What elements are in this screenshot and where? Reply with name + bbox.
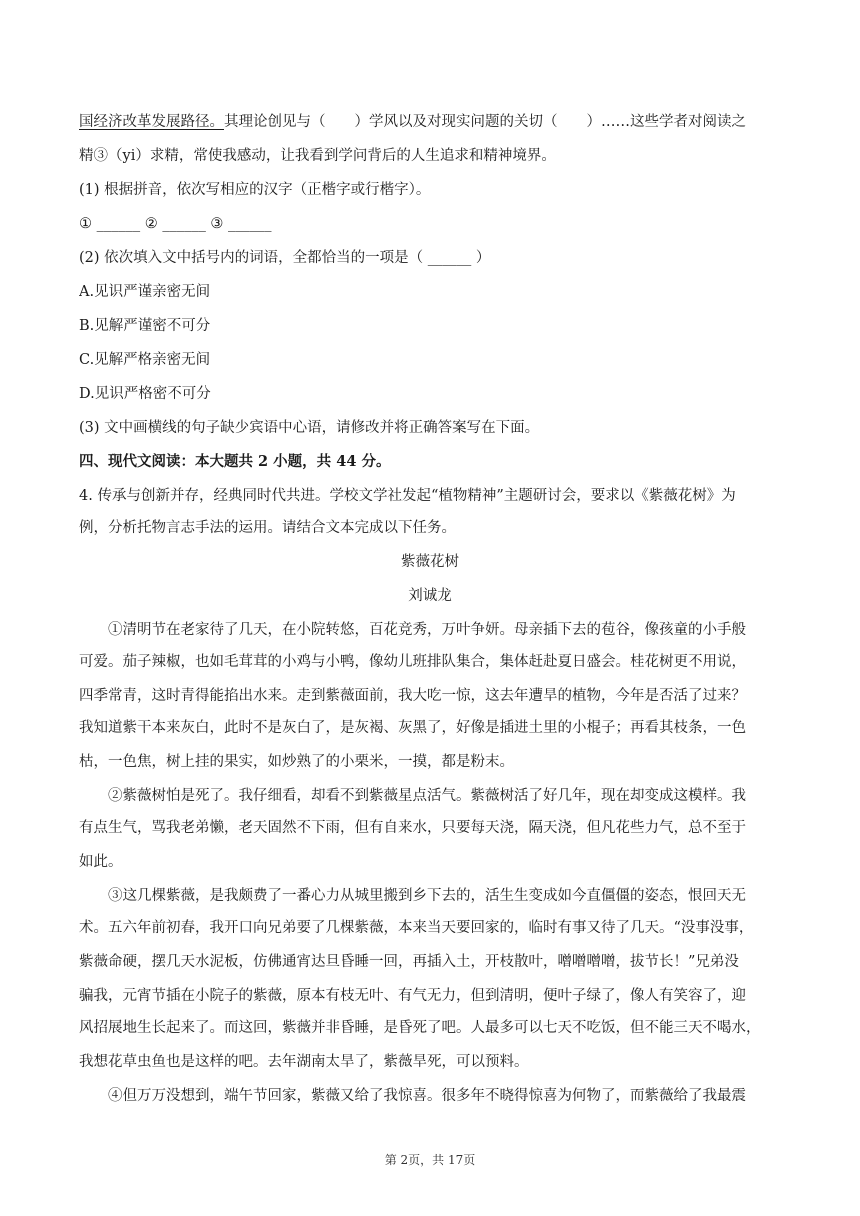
paragraph-line: 紫薇命硬，摆几天水泥板，仿佛通宵达旦昏睡一回，再插入土，开枝散叶，噌噌噌噌，拔节长！”兄弟没 — [79, 954, 739, 970]
paragraph-line: 枯，一色焦，树上挂的果实，如炒熟了的小栗米，一摸，都是粉末。 — [79, 754, 514, 770]
paragraph-line: 我知道紫干本来灰白，此时不是灰白了，是灰褐、灰黑了，好像是插进土里的小棍子；再看其枝条，一色 — [79, 720, 746, 736]
option-b: B.见解严谨密不可分 — [79, 318, 211, 334]
answer-blanks: ① ______ ② ______ ③ ______ — [79, 216, 272, 232]
paragraph-line: 可爱。茄子辣椒，也如毛茸茸的小鸡与小鸭，像幼儿班排队集合，集体赶赴夏日盛会。桂花树更不用说， — [79, 654, 746, 670]
section-heading: 四、现代文阅读：本大题共 2 小题，共 44 分。 — [79, 453, 391, 470]
question-3: (3) 文中画横线的句子缺少宾语中心语，请修改并将正确答案写在下面。 — [79, 420, 540, 436]
question-1: (1) 根据拼音，依次写相应的汉字（正楷字或行楷字）。 — [79, 182, 431, 198]
paragraph-line: 风招展地生长起来了。而这回，紫薇并非昏睡，是昏死了吧。人最多可以七天不吃饭，但不能三天不喝水， — [79, 1020, 761, 1036]
paragraph-line: ①清明节在老家待了几天，在小院转悠，百花竞秀，万叶争妍。母亲插下去的苞谷，像孩童的小手般 — [79, 622, 746, 638]
paragraph-line: ②紫薇树怕是死了。我仔细看，却看不到紫薇星点活气。紫薇树活了好几年，现在却变成这模样。我 — [79, 788, 746, 804]
line-text: 其理论创见与（ ）学风以及对现实问题的关切（ ）……这些学者对阅读之 — [224, 114, 746, 130]
paragraph-line: 骗我，元宵节插在小院子的紫薇，原本有枝无叶、有气无力，但到清明，便叶子绿了，像人有笑容了，迎 — [79, 988, 746, 1004]
paragraph-line: 如此。 — [79, 854, 123, 870]
article-author: 刘诚龙 — [408, 588, 452, 604]
text-line-2: 精③（yi）求精，常使我感动，让我看到学问背后的人生追求和精神境界。 — [79, 148, 556, 164]
article-title: 紫薇花树 — [401, 554, 459, 570]
underlined-sentence: 国经济改革发展路径。 — [79, 114, 224, 130]
paragraph-line: 术。五六年前初春，我开口向兄弟要了几棵紫薇，本来当天要回家的，临时有事又待了几天。“没事没事， — [79, 920, 754, 936]
paragraph-line: 有点生气，骂我老弟懒，老天固然不下雨，但有自来水，只要每天浇，隔天浇，但凡花些力气，总不至于 — [79, 820, 746, 836]
question-4-line-1: 4. 传承与创新并存，经典同时代共进。学校文学社发起“植物精神”主题研讨会，要求以《紫薇花树》为 — [79, 488, 736, 504]
option-c: C.见解严格亲密无间 — [79, 352, 211, 368]
text-line-1 — [79, 112, 779, 132]
page-footer: 第 2页，共 17页 — [384, 1153, 476, 1167]
option-a: A.见识严谨亲密无间 — [79, 284, 211, 300]
paragraph-line: ④但万万没想到，端午节回家，紫薇又给了我惊喜。很多年不晓得惊喜为何物了，而紫薇给了我最震 — [79, 1088, 746, 1104]
paragraph-line: ③这几棵紫薇，是我颇费了一番心力从城里搬到乡下去的，活生生变成如今直僵僵的姿态，恨回天无 — [79, 888, 746, 904]
question-4-line-2: 例，分析托物言志手法的运用。请结合文本完成以下任务。 — [79, 520, 456, 536]
paragraph-line: 四季常青，这时青得能掐出水来。走到紫薇面前，我大吃一惊，这去年遭旱的植物，今年是否活了过来？ — [79, 688, 746, 704]
question-2: (2) 依次填入文中括号内的词语，全都恰当的一项是（ ______ ） — [79, 250, 491, 266]
option-d: D.见识严格密不可分 — [79, 386, 211, 402]
paragraph-line: 我想花草虫鱼也是这样的吧。去年湖南太旱了，紫薇旱死，可以预料。 — [79, 1054, 529, 1070]
